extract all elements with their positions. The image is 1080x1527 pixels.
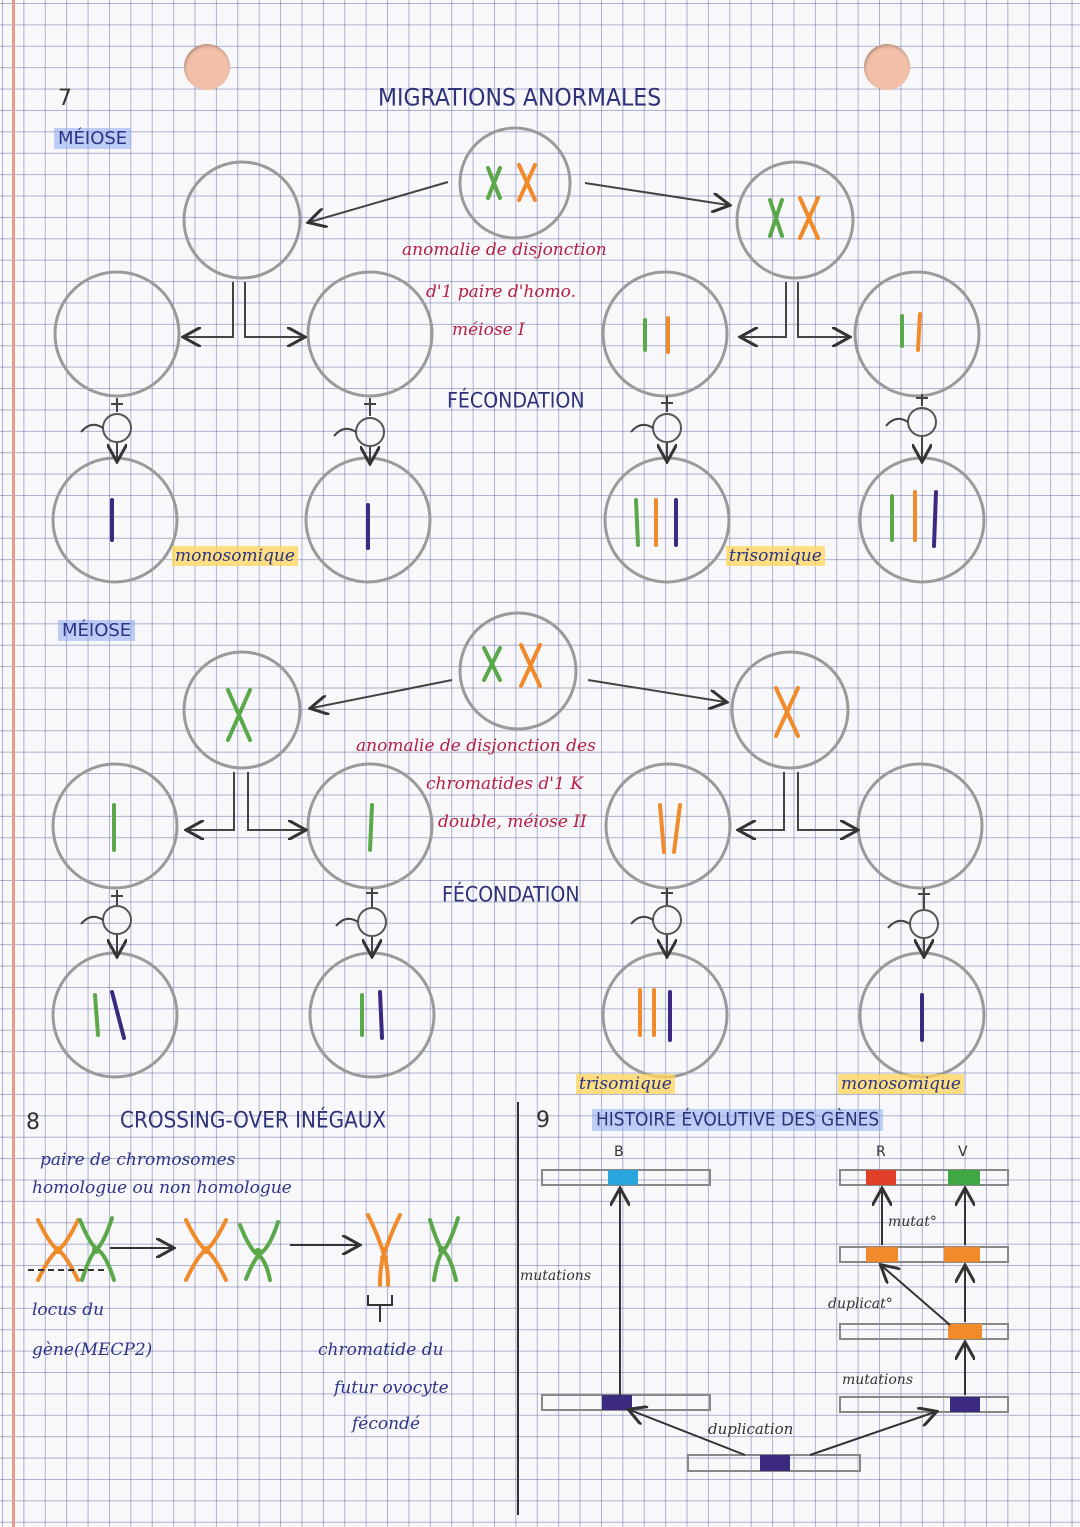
meiose-label-2: MÉIOSE — [58, 620, 135, 641]
fecondation-label-2: FÉCONDATION — [442, 882, 580, 908]
section-8-subtitle-1: paire de chromosomes — [40, 1150, 236, 1170]
anomaly-2-line-3: double, méiose II — [438, 812, 587, 832]
result-trisomique-1: trisomique — [726, 546, 825, 566]
anomaly-2-line-1: anomalie de disjonction des — [356, 736, 596, 756]
gene-b-label: B — [614, 1144, 624, 1160]
anomaly-1-line-3: méiose I — [452, 320, 525, 340]
section-8-title: CROSSING-OVER INÉGAUX — [120, 1106, 387, 1134]
chromatid-label-1: chromatide du — [318, 1340, 444, 1360]
anomaly-2-line-2: chromatides d'1 K — [426, 774, 583, 794]
cell-parent-2 — [460, 613, 576, 729]
egg-1a — [53, 458, 177, 582]
sperm-1c — [653, 414, 681, 442]
egg-1d — [860, 458, 984, 582]
gene-v-label: V — [958, 1144, 968, 1160]
mutation-top-label: mutat° — [888, 1214, 937, 1230]
egg-2a — [53, 953, 177, 1077]
cell-rl-2 — [606, 764, 730, 888]
meiosis-block-1 — [53, 128, 984, 582]
result-monosomique-1: monosomique — [172, 546, 298, 566]
result-monosomique-2: monosomique — [838, 1074, 964, 1094]
sperm-2a — [103, 906, 131, 934]
cell-parent-1 — [460, 128, 570, 238]
meiosis-block-2 — [53, 613, 984, 1077]
sperm-1b — [356, 418, 384, 446]
cell-left-1 — [184, 162, 300, 278]
chromatid-label-3: fécondé — [352, 1414, 420, 1434]
egg-1c — [605, 458, 729, 582]
cell-ll-1 — [55, 272, 179, 396]
duplication-bottom-label: duplication — [708, 1420, 794, 1438]
sperm-1a — [103, 414, 131, 442]
cell-rr-2 — [858, 764, 982, 888]
cell-rl-1 — [603, 272, 727, 396]
result-trisomique-2: trisomique — [576, 1074, 675, 1094]
chromatid-label-2: futur ovocyte — [334, 1378, 449, 1398]
meiose-label-1: MÉIOSE — [54, 128, 131, 149]
chromosomes-block-2 — [95, 645, 922, 1040]
sperm-2b — [358, 908, 386, 936]
cell-lr-1 — [308, 272, 432, 396]
anomaly-1-line-2: d'1 paire d'homo. — [426, 282, 577, 302]
section-8-number: 8 — [26, 1110, 40, 1135]
sperm-1d — [908, 408, 936, 436]
section-7-number: 7 — [58, 86, 72, 111]
gene-r-label: R — [876, 1144, 886, 1160]
fecondation-label-1: FÉCONDATION — [447, 388, 585, 414]
egg-2c — [603, 953, 727, 1077]
sperm-2c — [653, 906, 681, 934]
mutation-left-label: mutations — [520, 1268, 591, 1284]
anomaly-1-line-1: anomalie de disjonction — [402, 240, 607, 260]
locus-label-2: gène(MECP2) — [32, 1340, 153, 1360]
crossing-over-drawing — [38, 1215, 458, 1285]
sperm-2d — [910, 910, 938, 938]
section-9-title: HISTOIRE ÉVOLUTIVE DES GÈNES — [592, 1109, 883, 1131]
section-7-title: MIGRATIONS ANORMALES — [378, 84, 662, 113]
duplication-mid-label: duplicat° — [828, 1296, 893, 1312]
cell-right-1 — [737, 162, 853, 278]
chromosomes-block-1 — [112, 165, 936, 548]
mutation-right-label: mutations — [842, 1372, 913, 1388]
section-9-number: 9 — [536, 1108, 550, 1133]
locus-label-1: locus du — [32, 1300, 105, 1320]
egg-2b — [310, 953, 434, 1077]
section-8-subtitle-2: homologue ou non homologue — [32, 1178, 292, 1198]
